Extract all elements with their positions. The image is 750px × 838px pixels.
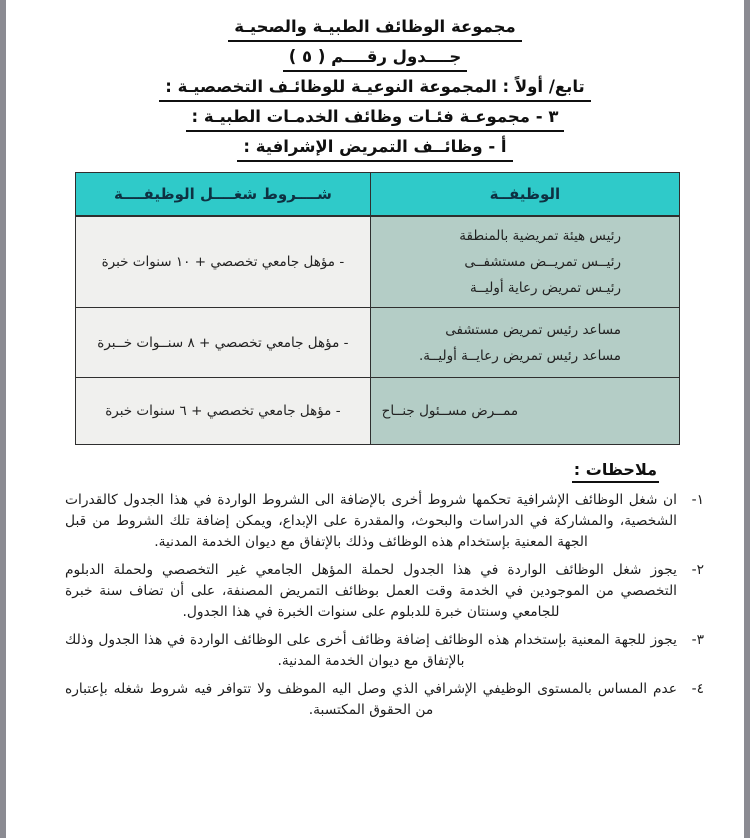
doc-title-line-3 <box>6 76 744 102</box>
job-cell <box>370 308 679 378</box>
doc-title-category: ٣ - مجموعـة فئـات وظائف الخدمـات الطبيـة : <box>186 106 565 132</box>
job-cell <box>370 378 679 445</box>
note-item <box>65 490 704 553</box>
note-text: عدم المساس بالمستوى الوظيفي الإشرافي الذي وصل اليه الموظف ولا تتوافر فيه شروط شغله بإعتباره من الحقوق المكتسبة. <box>65 681 677 718</box>
notes-heading-row <box>65 460 704 483</box>
job-title-line: مساعد رئيس تمريض مستشفى <box>445 321 621 338</box>
doc-title-line-2 <box>6 46 744 72</box>
note-text: يجوز شغل الوظائف الواردة في هذا الجدول لحملة المؤهل الجامعي غير التخصصي ولحملة الدبلوم التخصصي من الموجودين في الخدمة وقت العمل بوظائف التمريض المصنفة، على أن تضاف سنة خبرة للجامعي وسنتان خبرة للدبلوم على سنوات الخبرة في هذا الجدول. <box>65 562 677 620</box>
job-column-header: الوظيفــة <box>370 173 679 217</box>
doc-title-line-4 <box>6 106 744 132</box>
doc-title-continued: تابع/ أولاً : المجموعة النوعيـة للوظائـف التخصصيـة : <box>159 76 590 102</box>
note-text: يجوز للجهة المعنية بإستخدام هذه الوظائف إضافة وظائف أخرى على الوظائف الواردة في هذا الجدول وذلك بالإتفاق مع ديوان الخدمة المدنية. <box>65 632 677 669</box>
jobs-table-wrap <box>75 172 680 445</box>
condition-cell: - مؤهل جامعي تخصصي + ٨ سنــوات خــبرة <box>76 308 371 378</box>
table-row <box>76 308 680 378</box>
job-title-line: رئيـس تمريض رعاية أوليــة <box>470 280 621 296</box>
condition-cell: - مؤهل جامعي تخصصي + ٦ سنوات خبرة <box>76 378 371 445</box>
doc-title-subcategory: أ - وظائــف التمريض الإشرافية : <box>237 136 512 162</box>
doc-title-group: مجموعة الوظائف الطبيـة والصحيـة <box>228 16 521 42</box>
notes-heading: ملاحظات : <box>572 460 659 483</box>
note-item <box>65 679 704 721</box>
job-cell <box>370 216 679 308</box>
note-number: ٣- <box>691 632 704 648</box>
notes-section <box>65 460 704 721</box>
job-title-line: رئيــس تمريــض مستشفــى <box>464 254 621 270</box>
job-title-line: ممــرض مســئول جنــاح <box>381 403 519 419</box>
job-title-line: مساعد رئيس تمريض رعايــة أوليــة. <box>418 347 621 364</box>
note-number: ١- <box>691 492 704 508</box>
doc-title-table-number: جــــدول رقــــم ( ٥ ) <box>283 46 468 72</box>
note-item <box>65 630 704 672</box>
page-edge-right-strip <box>744 0 750 838</box>
conditions-column-header: شــــروط شغــــل الوظيفــــة <box>76 173 371 217</box>
table-row <box>76 378 680 445</box>
doc-title-line-1 <box>6 16 744 42</box>
note-item <box>65 560 704 623</box>
doc-title-line-5 <box>6 136 744 162</box>
note-number: ٢- <box>691 562 704 578</box>
job-title-line: رئيس هيئة تمريضية بالمنطقة <box>459 228 621 244</box>
document-content <box>6 0 744 838</box>
jobs-table <box>75 172 680 445</box>
document-header <box>6 0 744 162</box>
condition-cell: - مؤهل جامعي تخصصي + ١٠ سنوات خبرة <box>76 216 371 308</box>
table-header-row <box>76 173 680 217</box>
note-number: ٤- <box>691 681 704 697</box>
note-text: ان شغل الوظائف الإشرافية تحكمها شروط أخرى بالإضافة الى الشروط الواردة في هذا الجدول كالقدرات الشخصية، والمشاركة في الدراسات والبحوث، والمقدرة على الإبداع، ويمكن إضافة تلك الشروط من قبل الجهة المعنية بإستخدام هذه الوظائف وذلك بالإتفاق مع ديوان الخدمة المدنية. <box>65 492 677 550</box>
table-row <box>76 216 680 308</box>
